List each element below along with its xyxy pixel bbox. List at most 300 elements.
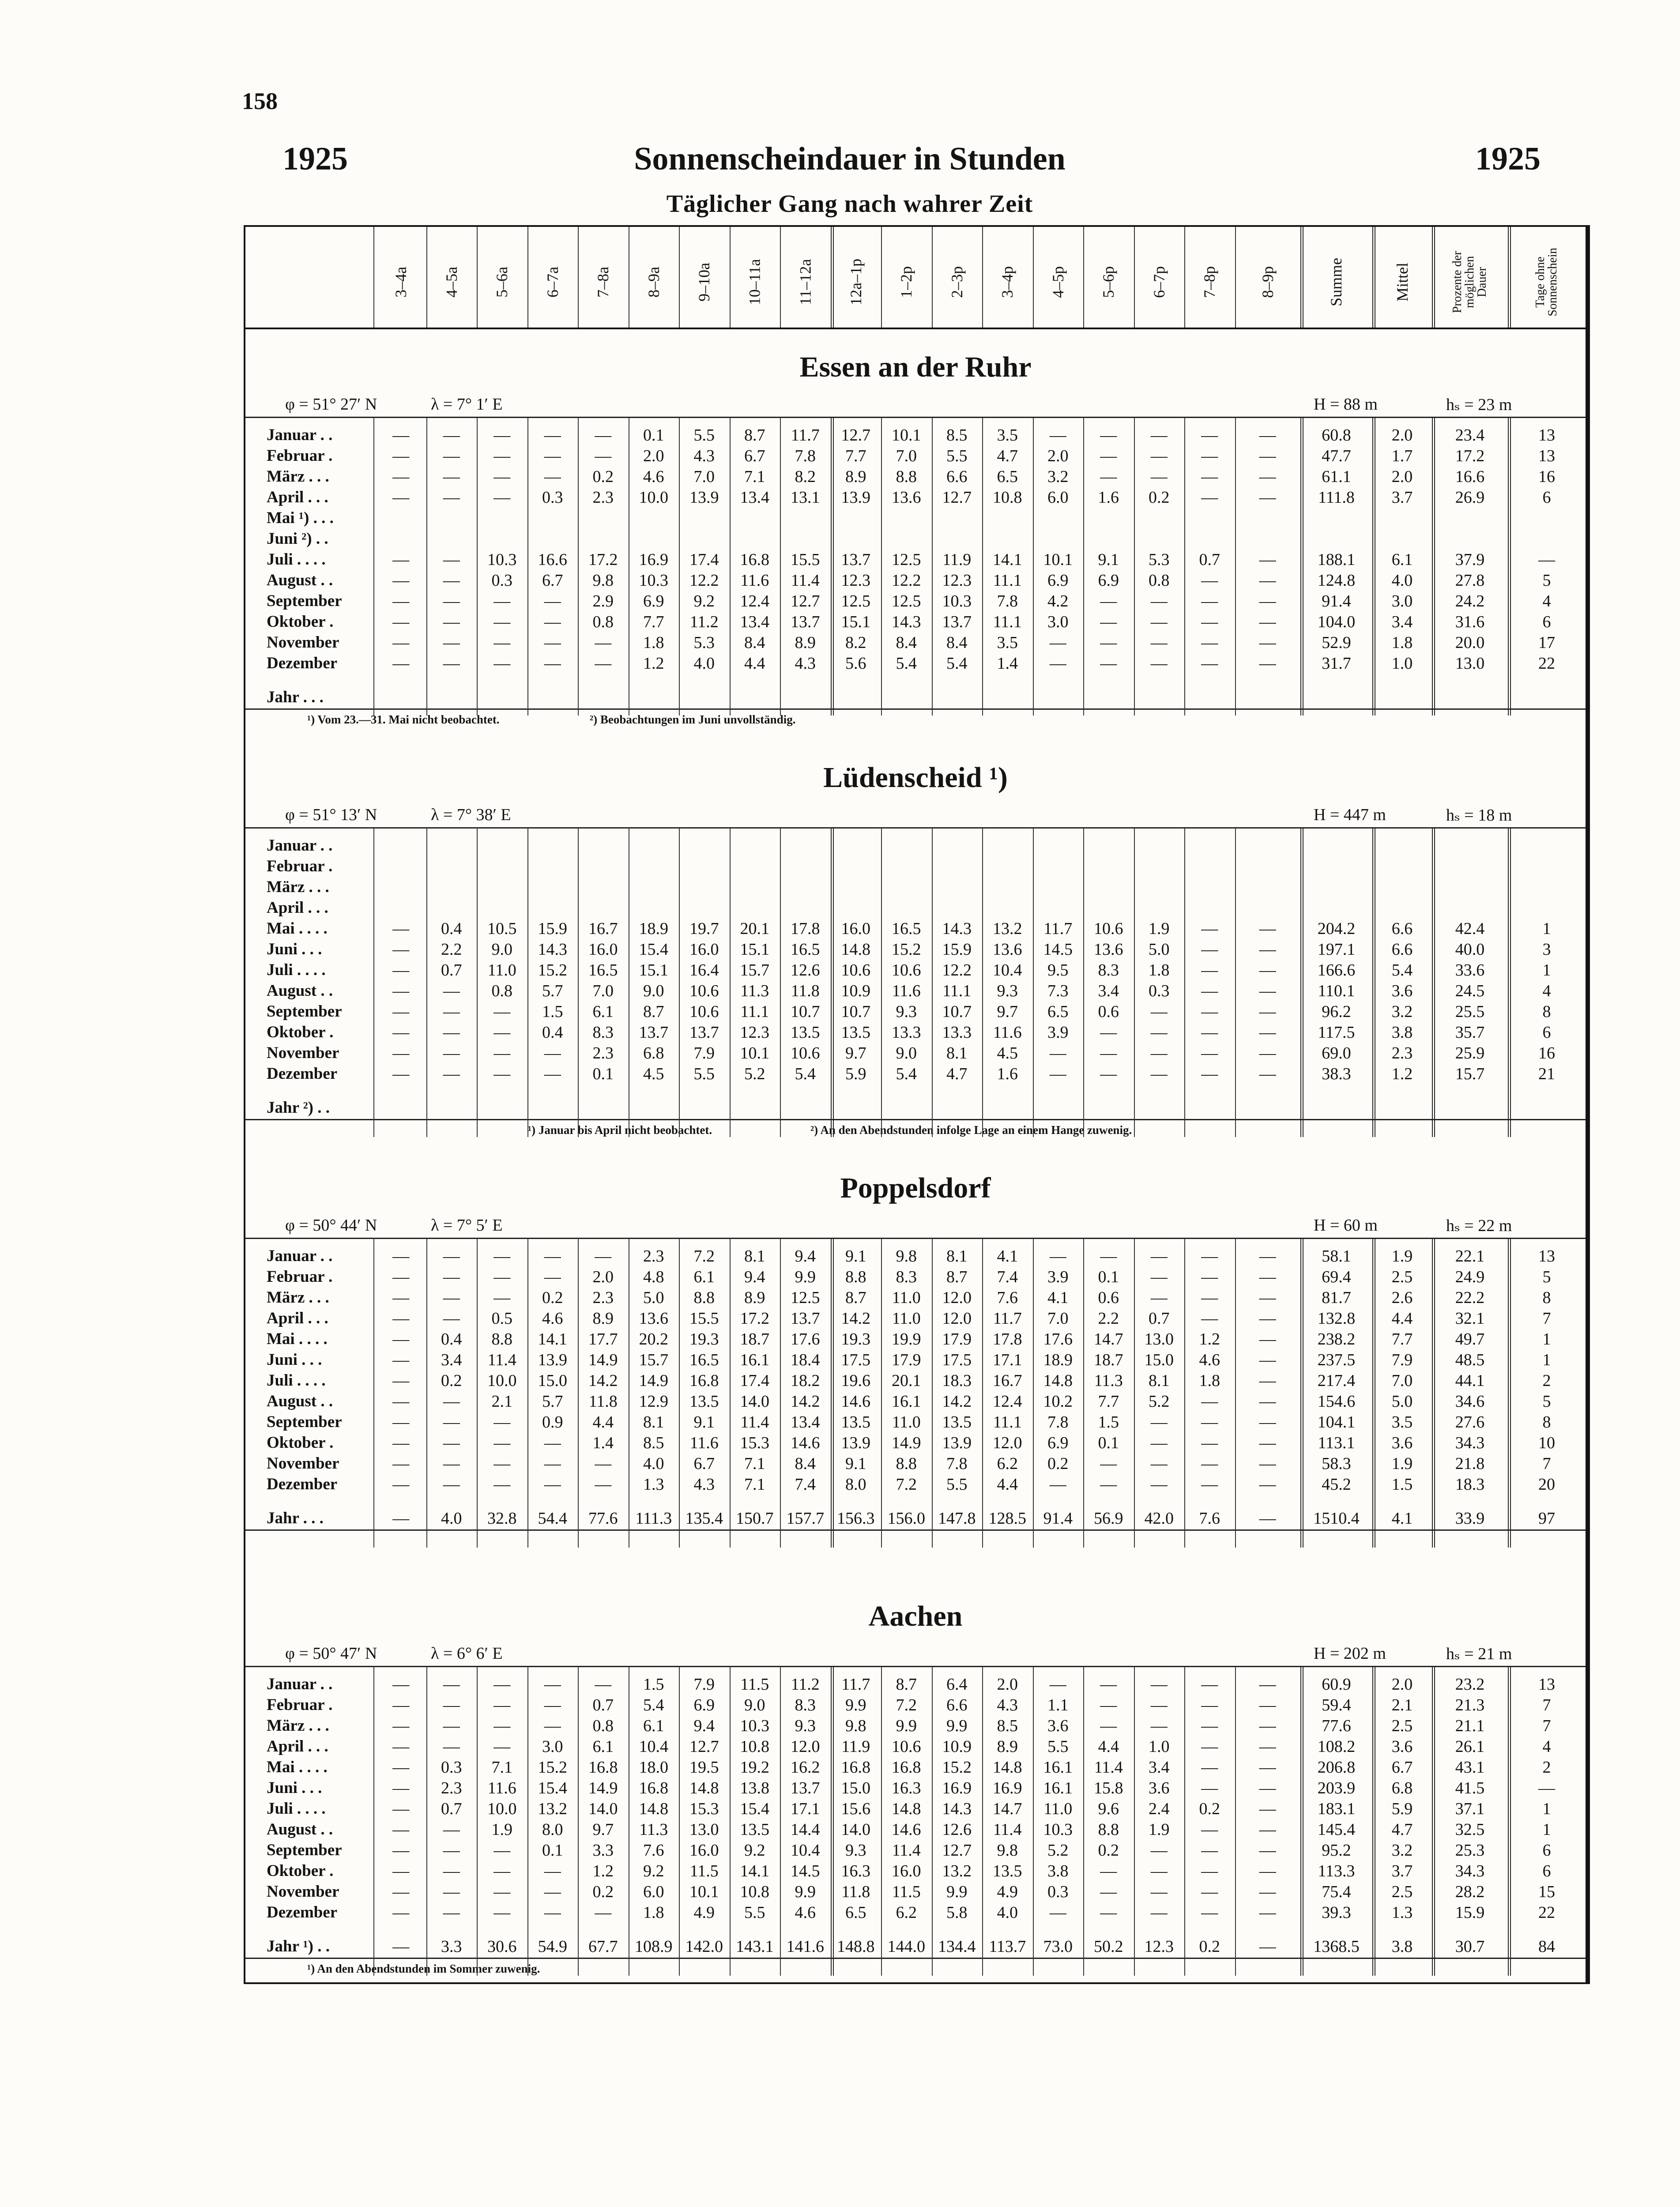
table-cell: — (1259, 1862, 1276, 1880)
table-cell: 6.1 (643, 1717, 664, 1735)
table-cell: 16.7 (588, 919, 618, 938)
table-cell: 13.3 (942, 1023, 972, 1042)
table-cell: 12.3 (841, 571, 870, 590)
column-divider (831, 418, 834, 716)
table-cell: — (544, 1903, 561, 1922)
table-cell: 14.2 (841, 1309, 870, 1328)
table-cell: — (1100, 1903, 1117, 1922)
table-cell: 8.5 (946, 426, 968, 444)
table-cell: 16.5 (588, 961, 618, 979)
column-header (780, 240, 831, 324)
column-header (477, 240, 527, 324)
table-cell: — (1259, 550, 1276, 569)
table-cell: — (392, 1675, 410, 1694)
column-header (1083, 240, 1134, 324)
table-cell: — (1201, 1758, 1218, 1777)
table-cell: 13.7 (639, 1023, 668, 1042)
table-cell: 5.2 (1149, 1392, 1170, 1411)
table-cell: 5.2 (744, 1065, 765, 1083)
month-label: April . . . (267, 899, 328, 917)
table-cell: 3.3 (441, 1937, 462, 1956)
station-section (245, 1586, 1586, 1984)
table-cell: 4.5 (997, 1044, 1018, 1062)
table-cell: 0.3 (441, 1758, 462, 1777)
table-cell: 142.0 (685, 1937, 723, 1956)
table-cell: 13.2 (942, 1862, 972, 1880)
table-cell: — (1259, 1475, 1276, 1494)
table-cell: — (1150, 654, 1168, 673)
table-cell: 4 (1542, 592, 1551, 610)
table-cell: 4 (1542, 982, 1551, 1000)
table-cell: 3.4 (441, 1351, 462, 1369)
column-divider (1134, 227, 1135, 328)
month-label: Dezember (267, 1475, 338, 1493)
table-cell: — (544, 1044, 561, 1062)
table-cell: 1.8 (643, 1903, 664, 1922)
table-cell: 10.7 (942, 1002, 972, 1021)
table-cell: 8.9 (997, 1737, 1018, 1756)
table-cell: 95.2 (1322, 1841, 1351, 1860)
table-cell: — (1259, 961, 1276, 979)
table-cell: 5.5 (946, 447, 968, 465)
table-cell: 7 (1542, 1309, 1551, 1328)
table-cell: 32.8 (487, 1509, 517, 1528)
column-header (1508, 240, 1586, 324)
table-cell: — (1259, 1820, 1276, 1839)
table-cell: 3.5 (997, 426, 1018, 444)
table-cell: 58.3 (1322, 1454, 1351, 1473)
table-cell: 17.9 (892, 1351, 921, 1369)
table-cell: — (1150, 1247, 1168, 1265)
table-cell: — (392, 1841, 410, 1860)
column-divider (1184, 1667, 1185, 1976)
table-cell: 6.6 (946, 467, 968, 486)
table-cell: — (443, 654, 460, 673)
table-cell: — (1201, 1475, 1218, 1494)
table-cell: 13.6 (1094, 940, 1123, 959)
station-height: H = 88 m (1314, 395, 1378, 414)
table-cell: 8.4 (795, 1454, 816, 1473)
table-cell: 16.9 (639, 550, 668, 569)
table-cell: 3.5 (1391, 1413, 1413, 1431)
column-divider (1508, 828, 1511, 1137)
table-cell: — (1201, 488, 1218, 507)
table-cell: 8.4 (946, 633, 968, 652)
table-cell: 9.3 (795, 1717, 816, 1735)
table-cell: — (443, 1475, 460, 1494)
month-label: April . . . (267, 1737, 328, 1755)
table-cell: 3 (1542, 940, 1551, 959)
table-cell: 6.2 (997, 1454, 1018, 1473)
table-cell: — (443, 1434, 460, 1452)
table-cell: — (1150, 592, 1168, 610)
table-cell: 4.9 (997, 1883, 1018, 1901)
table-cell: — (1259, 1392, 1276, 1411)
table-cell: 28.2 (1455, 1883, 1485, 1901)
table-cell: — (1100, 613, 1117, 631)
month-label: Juni ²) . . (267, 530, 328, 548)
longitude: λ = 7° 38′ E (431, 806, 511, 824)
table-cell: 4 (1542, 1737, 1551, 1756)
footnote: ²) Beobachtungen im Juni unvollständig. (590, 713, 796, 726)
table-cell: 14.2 (791, 1392, 820, 1411)
table-cell: 9.0 (643, 982, 664, 1000)
month-label: Februar . (267, 447, 333, 465)
table-cell: 7.1 (491, 1758, 512, 1777)
table-cell: 4.4 (1391, 1309, 1413, 1328)
table-cell: 0.7 (592, 1696, 614, 1714)
page-title: Sonnenscheindauer in Stunden (634, 141, 1066, 177)
table-cell: — (392, 1434, 410, 1452)
table-cell: 12.7 (841, 426, 870, 444)
table-cell: 41.5 (1455, 1779, 1485, 1797)
station-name: Essen an der Ruhr (799, 351, 1032, 383)
table-cell: 14.3 (942, 919, 972, 938)
table-cell: 54.4 (538, 1509, 567, 1528)
table-row (245, 1329, 1586, 1350)
table-cell: 14.3 (538, 940, 567, 959)
table-cell: 9.8 (896, 1247, 917, 1265)
column-divider (730, 1667, 731, 1976)
page-number: 158 (242, 88, 278, 114)
table-cell: 7.0 (693, 467, 715, 486)
table-cell: 13.2 (538, 1800, 567, 1818)
table-cell: 4.0 (643, 1454, 664, 1473)
table-cell: — (1259, 1434, 1276, 1452)
column-header-label: Mittel (1393, 263, 1411, 301)
table-row (245, 612, 1586, 633)
section-rule (245, 1238, 1586, 1239)
column-header-label: 12a–1p (847, 259, 865, 305)
table-cell: — (1100, 1883, 1117, 1901)
table-cell: 12.3 (942, 571, 972, 590)
table-cell: 13.5 (689, 1392, 719, 1411)
table-cell: 5.5 (693, 1065, 715, 1083)
table-cell: — (493, 1413, 511, 1431)
table-cell: 60.8 (1322, 426, 1351, 444)
table-cell: — (392, 571, 410, 590)
table-cell: — (392, 633, 410, 652)
table-row (245, 1392, 1586, 1412)
table-cell: — (1150, 1454, 1168, 1473)
table-cell: — (1259, 1883, 1276, 1901)
table-cell: 13.0 (689, 1820, 719, 1839)
table-cell: — (1150, 1268, 1168, 1286)
column-divider (527, 1239, 528, 1548)
table-cell: 17.7 (588, 1330, 618, 1348)
table-cell: 8.5 (643, 1434, 664, 1452)
table-cell: 3.2 (1391, 1002, 1413, 1021)
table-cell: 4.4 (997, 1475, 1018, 1494)
table-cell: 16.8 (588, 1758, 618, 1777)
table-cell: 0.6 (1098, 1002, 1119, 1021)
table-cell: 15.7 (740, 961, 769, 979)
table-cell: 17.2 (1455, 447, 1485, 465)
table-cell: 0.4 (441, 919, 462, 938)
table-cell: 4.7 (997, 447, 1018, 465)
column-divider (1184, 227, 1185, 328)
table-cell: — (1201, 940, 1218, 959)
station-name: Aachen (868, 1600, 963, 1632)
table-cell: 11.3 (639, 1820, 668, 1839)
table-cell: — (392, 1023, 410, 1042)
table-cell: 9.3 (896, 1002, 917, 1021)
month-label: März . . . (267, 467, 329, 486)
table-cell: — (1201, 1903, 1218, 1922)
table-cell: — (493, 592, 511, 610)
table-cell: 14.0 (841, 1820, 870, 1839)
table-cell: 17.1 (993, 1351, 1022, 1369)
column-divider (1300, 1667, 1303, 1976)
table-cell: — (392, 961, 410, 979)
table-cell: 16.1 (740, 1351, 769, 1369)
table-cell: — (1201, 1717, 1218, 1735)
section-rule (245, 417, 1586, 418)
table-cell: — (392, 488, 410, 507)
table-cell: 16.4 (689, 961, 719, 979)
table-cell: 7.4 (795, 1475, 816, 1494)
table-cell: 9.7 (845, 1044, 866, 1062)
table-cell: 2.3 (441, 1779, 462, 1797)
table-cell: 7.9 (693, 1044, 715, 1062)
table-cell: 0.7 (1199, 550, 1220, 569)
table-cell: 13.6 (892, 488, 921, 507)
table-cell: 1 (1542, 919, 1551, 938)
table-cell: 13.7 (841, 550, 870, 569)
table-cell: — (392, 1044, 410, 1062)
table-cell: — (1259, 1675, 1276, 1694)
table-cell: 8.3 (896, 1268, 917, 1286)
table-cell: 11.0 (892, 1413, 921, 1431)
table-cell: 0.3 (491, 571, 512, 590)
table-cell: — (544, 1717, 561, 1735)
table-row (245, 1820, 1586, 1841)
table-cell: 8.8 (896, 467, 917, 486)
table-cell: — (544, 426, 561, 444)
table-cell: — (1100, 1862, 1117, 1880)
table-cell: — (493, 426, 511, 444)
section-rule (245, 827, 1586, 829)
table-cell: 3.4 (1149, 1758, 1170, 1777)
table-cell: — (1100, 654, 1117, 673)
table-cell: 23.2 (1455, 1675, 1485, 1694)
table-cell: 15.0 (1144, 1351, 1174, 1369)
table-cell: 8.7 (946, 1268, 968, 1286)
table-cell: 10.3 (740, 1717, 769, 1735)
table-cell: — (493, 488, 511, 507)
table-cell: — (493, 1002, 511, 1021)
column-divider (1372, 828, 1375, 1137)
table-cell: 13.5 (942, 1413, 972, 1431)
table-cell: 111.8 (1318, 488, 1355, 507)
table-cell: 10.1 (892, 426, 921, 444)
column-divider (831, 1667, 834, 1976)
column-divider (1508, 1239, 1511, 1548)
table-cell: 4.2 (1047, 592, 1069, 610)
table-cell: 3.4 (1098, 982, 1119, 1000)
table-cell: — (392, 654, 410, 673)
column-divider (1184, 418, 1185, 716)
table-cell: 77.6 (1322, 1717, 1351, 1735)
table-cell: 3.5 (997, 633, 1018, 652)
column-divider (1372, 418, 1375, 716)
table-cell: 18.0 (639, 1758, 668, 1777)
table-cell: 5.8 (946, 1903, 968, 1922)
month-label: September (267, 1413, 342, 1431)
table-cell: 8.9 (795, 633, 816, 652)
table-cell: 1.5 (643, 1675, 664, 1694)
table-cell: 1.9 (1149, 1820, 1170, 1839)
column-divider (932, 828, 933, 1137)
column-divider (780, 1667, 781, 1976)
column-divider (578, 1667, 579, 1976)
table-cell: — (1201, 1247, 1218, 1265)
table-cell: 33.9 (1455, 1509, 1485, 1528)
table-cell: — (443, 592, 460, 610)
table-cell: 8 (1542, 1002, 1551, 1021)
table-cell: 14.2 (942, 1392, 972, 1411)
table-cell: 8.7 (896, 1675, 917, 1694)
table-row (245, 591, 1586, 612)
table-cell: 11.4 (1094, 1758, 1123, 1777)
table-cell: — (493, 1717, 511, 1735)
table-cell: 6.1 (592, 1737, 614, 1756)
table-cell: 17.4 (740, 1371, 769, 1390)
column-divider (373, 828, 374, 1137)
table-cell: 37.9 (1455, 550, 1485, 569)
table-cell: 16.8 (740, 550, 769, 569)
table-cell: 11.2 (791, 1675, 820, 1694)
table-cell: 42.4 (1455, 919, 1485, 938)
table-row (245, 1841, 1586, 1861)
longitude: λ = 7° 5′ E (431, 1216, 503, 1235)
table-row (245, 857, 1586, 878)
table-row (245, 1309, 1586, 1329)
column-divider (1033, 227, 1034, 328)
table-cell: 11.7 (841, 1675, 870, 1694)
table-cell: — (544, 1883, 561, 1901)
table-cell: — (493, 1268, 511, 1286)
table-cell: 8.2 (795, 467, 816, 486)
table-cell: 2.3 (1391, 1044, 1413, 1062)
table-cell: 8.1 (946, 1247, 968, 1265)
table-cell: 20.2 (639, 1330, 668, 1348)
table-cell: 15.6 (841, 1800, 870, 1818)
table-cell: 4.4 (744, 654, 765, 673)
table-cell: — (443, 467, 460, 486)
table-cell: 75.4 (1322, 1883, 1351, 1901)
table-cell: 13.7 (791, 1779, 820, 1797)
table-cell: 21.1 (1455, 1717, 1485, 1735)
column-divider (527, 828, 528, 1137)
table-cell: 91.4 (1322, 592, 1351, 610)
month-label: August . . (267, 1820, 333, 1838)
table-row (245, 1043, 1586, 1064)
table-cell: 9.1 (845, 1454, 866, 1473)
table-cell: — (1201, 1065, 1218, 1083)
table-cell: 8.7 (744, 426, 765, 444)
table-cell: 1.4 (997, 654, 1018, 673)
table-row (245, 981, 1586, 1002)
table-cell: — (493, 1737, 511, 1756)
table-cell: 12.7 (689, 1737, 719, 1756)
table-cell: — (392, 447, 410, 465)
table-cell: 0.6 (1098, 1288, 1119, 1307)
table-cell: 0.1 (1098, 1434, 1119, 1452)
table-cell: 5.3 (1149, 550, 1170, 569)
table-cell: 5.4 (1391, 961, 1413, 979)
table-cell: 1.6 (997, 1065, 1018, 1083)
table-cell: — (1259, 1002, 1276, 1021)
table-cell: — (1201, 1434, 1218, 1452)
table-cell: 56.9 (1094, 1509, 1123, 1528)
table-cell: 4.4 (1098, 1737, 1119, 1756)
table-cell: — (544, 1862, 561, 1880)
table-cell: 9.5 (1047, 961, 1069, 979)
table-cell: 16.1 (892, 1392, 921, 1411)
table-cell: 157.7 (786, 1509, 824, 1528)
column-divider (1372, 1667, 1375, 1976)
table-cell: — (392, 1779, 410, 1797)
month-label: Juli . . . . (267, 550, 326, 569)
table-cell: 1.8 (1149, 961, 1170, 979)
table-cell: 1 (1542, 1351, 1551, 1369)
table-cell: 6 (1542, 1841, 1551, 1860)
month-label: November (267, 1454, 339, 1473)
table-cell: 3.6 (1149, 1779, 1170, 1797)
table-cell: — (493, 1434, 511, 1452)
table-cell: 25.3 (1455, 1841, 1485, 1860)
column-divider (1235, 828, 1236, 1137)
table-cell: 84 (1538, 1937, 1555, 1956)
table-cell: 4.3 (693, 1475, 715, 1494)
table-cell: — (1049, 1065, 1066, 1083)
table-cell: 9.3 (997, 982, 1018, 1000)
column-divider (780, 227, 781, 328)
column-divider (1235, 227, 1236, 328)
table-cell: 5.5 (946, 1475, 968, 1494)
table-cell: 11.8 (791, 982, 820, 1000)
table-cell: 6 (1542, 488, 1551, 507)
table-cell: — (1201, 1820, 1218, 1839)
column-header-label: 11–12a (796, 259, 814, 305)
table-cell: 26.9 (1455, 488, 1485, 507)
table-cell: 7.6 (1199, 1509, 1220, 1528)
table-row (245, 960, 1586, 981)
table-cell: 5.9 (1391, 1800, 1413, 1818)
column-divider (578, 828, 579, 1137)
table-cell: 0.2 (542, 1288, 563, 1307)
table-cell: — (392, 1330, 410, 1348)
table-cell: — (1100, 1696, 1117, 1714)
table-cell: — (493, 633, 511, 652)
table-cell: 1.8 (1391, 633, 1413, 652)
table-cell: 14.1 (740, 1862, 769, 1880)
table-cell: 7.9 (693, 1675, 715, 1694)
table-cell: 1.9 (491, 1820, 512, 1839)
table-cell: 8.8 (693, 1288, 715, 1307)
table-cell: — (1201, 919, 1218, 938)
column-header-label: 2–3p (948, 266, 966, 298)
table-row (245, 1758, 1586, 1778)
table-cell: 12.5 (892, 550, 921, 569)
table-cell: — (1259, 1737, 1276, 1756)
column-divider (932, 1667, 933, 1976)
table-cell: 5.0 (1149, 940, 1170, 959)
column-divider (679, 828, 680, 1137)
column-divider (373, 418, 374, 716)
year-total-row (245, 1098, 1586, 1119)
